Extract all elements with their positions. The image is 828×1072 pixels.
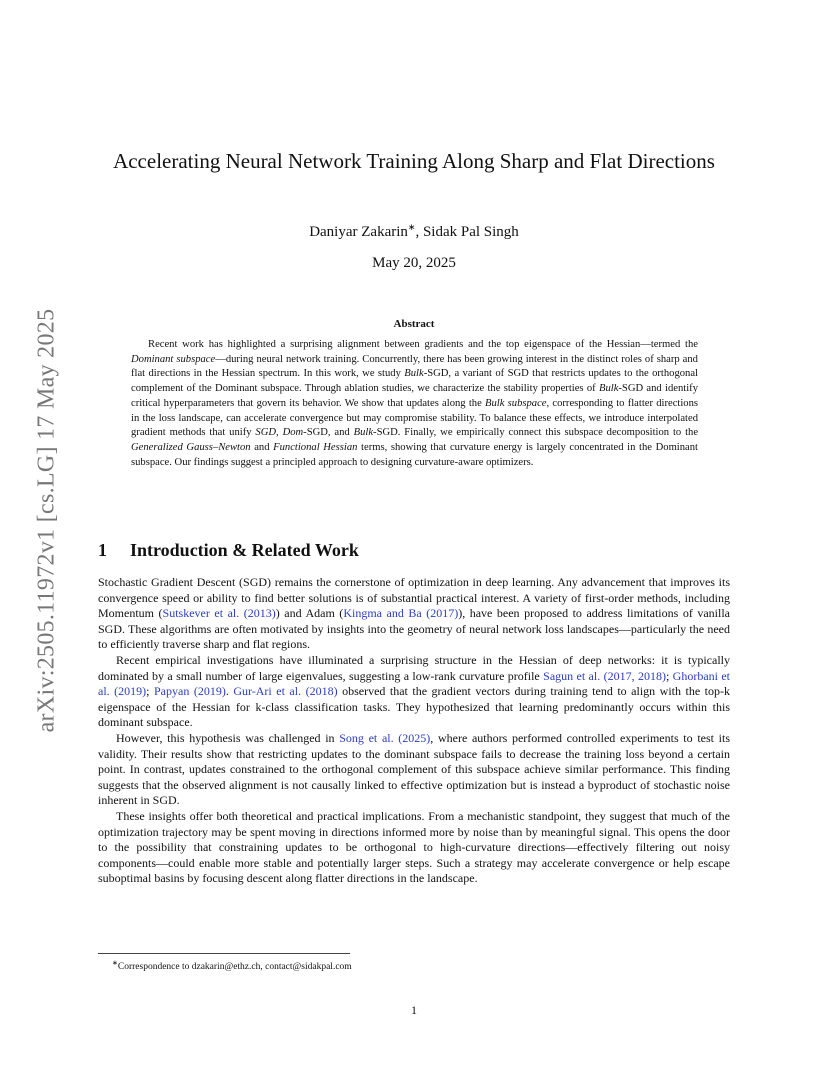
footnote-text: Correspondence to dzakarin@ethz.ch, contact@sidakpal.com	[117, 962, 352, 973]
abstract-fragment: —during neural network training. Concurrently, there has been growing interest in the distinct roles of sharp and flat directions in the Hessian spectrum. In this work, we study	[131, 353, 698, 380]
citation-link[interactable]: Sutskever et al. (2013)	[162, 606, 276, 621]
text-fragment: Recent empirical investigations have illuminated a surprising structure in the Hessian of deep networks: it is typically dominated by a small number of large eigenvalues, suggesting a low-rank curvature profile	[98, 652, 730, 683]
abstract-fragment: -SGD, a variant of SGD that restricts updates to the orthogonal complement of the Dominant subspace. Through ablation studies, we characterize the stability properties of	[131, 368, 698, 395]
abstract-heading: Abstract	[393, 318, 435, 330]
abstract-fragment: -SGD and identify critical hyperparameters that govern its behavior. We show that updates along the	[131, 383, 698, 409]
footnote-marker[interactable]: ∗	[407, 222, 416, 232]
text-fragment: These insights offer both theoretical and practical implications. From a mechanistic standpoint, they suggest that much of the optimization trajectory may be spent moving in directions informed more by noise than by meaningful signal. This opens the door to the possibility that constraining updates to be orthogonal to high-curvature directions—effectively filtering out noisy components—could enable more stable and potentially larger steps. Such a strategy may accelerate convergence or help escape suboptimal basins by focusing descent along flatter directions in the landscape.	[98, 808, 730, 886]
citation-link[interactable]: Kingma and Ba (2017)	[343, 606, 459, 621]
paragraph	[98, 575, 730, 653]
abstract-emphasis: Bulk subspace	[485, 397, 547, 409]
paragraph	[98, 731, 730, 809]
paper-date: May 20, 2025	[372, 255, 456, 271]
abstract-emphasis: Bulk	[404, 368, 424, 380]
page-number: 1	[411, 1003, 417, 1017]
abstract-fragment: ,	[276, 427, 283, 439]
text-fragment: .	[225, 684, 234, 699]
abstract-emphasis: Bulk	[598, 383, 619, 395]
citation-link[interactable]: Ghorbani et al. (2019)	[98, 668, 731, 699]
abstract-emphasis: Functional Hessian	[273, 441, 358, 453]
text-fragment: ;	[665, 668, 673, 683]
citation-link[interactable]: Papyan (2019)	[154, 684, 226, 699]
paper-title: Accelerating Neural Network Training Along Sharp and Flat Directions	[113, 149, 715, 173]
author-name: Sidak Pal Singh	[422, 224, 519, 240]
section-heading	[98, 540, 359, 561]
section-number: 1	[98, 540, 107, 560]
paragraph	[98, 653, 730, 731]
abstract-fragment: -SGD. Finally, we empirically connect this subspace decomposition to the	[373, 427, 699, 439]
abstract-fragment: -SGD, and	[303, 427, 354, 439]
author-list	[0, 222, 828, 241]
footnote	[112, 959, 352, 972]
text-fragment: observed that the gradient vectors during training tend to align with the top-k eigenspace of the Hessian for k-class classification tasks. They hypothesized that learning predominantly occurs within this dominant subspace.	[98, 684, 730, 730]
footnote-marker: ∗	[112, 959, 118, 967]
text-fragment: However, this hypothesis was challenged in	[116, 730, 340, 745]
abstract-emphasis: Dom	[282, 427, 304, 439]
text-fragment: ) and Adam (	[275, 606, 344, 621]
abstract-fragment: and	[250, 441, 274, 453]
author-name: Daniyar Zakarin	[309, 224, 408, 240]
text-fragment: ;	[146, 684, 154, 699]
abstract-emphasis: Generalized Gauss–Newton	[131, 441, 251, 453]
abstract-fragment: terms, showing that curvature energy is largely concentrated in the Dominant subspace. Our findings suggest a principled approach to designing curvature-aware optimizers.	[131, 441, 698, 468]
paragraph	[98, 809, 730, 887]
abstract-fragment: , corresponding to flatter directions in the loss landscape, can accelerate convergence but may compromise stability. To balance these effects, we introduce interpolated gradient methods that unify	[131, 397, 699, 439]
arxiv-identifier: arXiv:2505.11972v1 [cs.LG] 17 May 2025	[33, 308, 60, 732]
section-title: Introduction & Related Work	[130, 540, 359, 560]
text-fragment: Stochastic Gradient Descent (SGD) remains the cornerstone of optimization in deep learning. Any advancement that improves its convergence speed or ability to find better solutions is of substantial practical interest. A variety of first-order methods, including Momentum (	[98, 575, 730, 621]
arxiv-sidebar-stamp	[34, 278, 60, 762]
abstract-emphasis: SGD	[255, 427, 277, 439]
abstract-fragment: Recent work has highlighted a surprising alignment between gradients and the top eigenspace of the Hessian—termed the	[148, 339, 698, 350]
citation-link[interactable]: Gur-Ari et al. (2018)	[233, 684, 338, 699]
text-fragment: , where authors performed controlled experiments to test its validity. Their results show that restricting updates to the dominant subspace fails to decrease the training loss beyond a certain point. In contrast, updates constrained to the orthogonal complement of this subspace achieve similar performance. This finding suggests that the observed alignment is not causally linked to effective optimization but is instead a byproduct of stochastic noise inherent in SGD.	[98, 730, 731, 808]
section-body	[98, 575, 730, 887]
abstract-emphasis: Bulk	[353, 427, 374, 439]
text-fragment: ), have been proposed to address limitations of vanilla SGD. These algorithms are often motivated by insights into the geometry of neural network loss landscapes—particularly the need to efficiently traverse sharp and flat regions.	[98, 606, 731, 652]
abstract-emphasis: Dominant subspace	[131, 353, 216, 365]
footnote-divider	[98, 953, 350, 954]
author-separator: ,	[415, 224, 423, 240]
citation-link[interactable]: Song et al. (2025)	[339, 730, 431, 745]
abstract-text	[131, 338, 698, 470]
citation-link[interactable]: Sagun et al. (2017, 2018)	[543, 668, 666, 683]
